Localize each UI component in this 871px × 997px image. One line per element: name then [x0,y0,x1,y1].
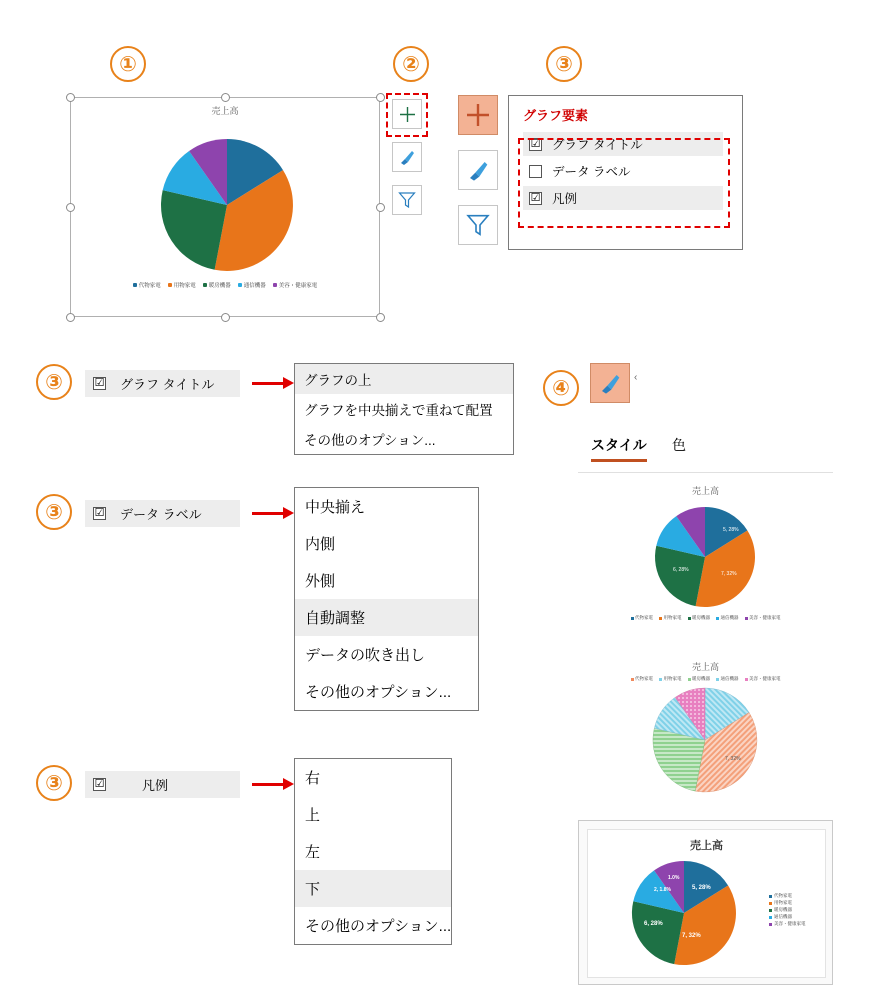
svg-text:5, 28%: 5, 28% [723,527,739,533]
chart-elements-button[interactable] [392,99,422,129]
chart-title: 売上高 [211,106,239,116]
tab-styles[interactable]: スタイル [591,435,647,462]
menu-item[interactable]: 内側 [305,536,336,553]
callout-3-row-a: ③ [36,364,72,400]
svg-text:2, 1.8%: 2, 1.8% [654,887,671,893]
legend-item: 暖房機器 [203,281,231,289]
element-label: グラフ タイトル [552,138,643,152]
chip-label: 凡例 [142,778,169,793]
preview-pie-1 [578,497,833,615]
checkbox-checked[interactable]: ☑ [94,507,105,519]
menu-item[interactable]: 下 [295,870,451,907]
menu-item[interactable]: 中央揃え [305,499,366,516]
chip-data-labels[interactable] [85,500,240,527]
svg-text:5, 28%: 5, 28% [692,885,711,891]
chart-object[interactable] [70,97,380,317]
menu-item[interactable]: データの吹き出し [305,647,426,664]
funnel-icon [466,213,490,237]
chart-elements-button-large[interactable] [458,95,498,135]
resize-handle[interactable] [376,203,385,212]
callout-2: ② [393,46,429,82]
brush-icon [598,371,622,395]
element-label: 凡例 [552,192,578,206]
tab-colors[interactable]: 色 [672,437,686,453]
legend-item: 代物家電 [133,281,161,289]
checkbox-checked[interactable]: ☑ [94,778,105,790]
checkbox-checked[interactable]: ☑ [530,191,541,204]
menu-item[interactable]: その他のオプション... [304,433,436,448]
preview-title: 売上高 [690,840,723,852]
preview-legend-3: 代物家電 用物家電 暖房機器 通信機器 美容・健康家電 [769,893,806,928]
chart-title-menu[interactable] [294,363,514,455]
callout-4: ④ [543,370,579,406]
resize-handle[interactable] [376,93,385,102]
menu-item[interactable]: その他のオプション... [305,684,452,701]
menu-item[interactable]: 左 [305,844,321,861]
panel-items-highlight [518,138,730,228]
chart-styles-button[interactable] [392,142,422,172]
preview-legend-2: 代物家電 用物家電 暖房機器 通信機器 美容・健康家電 [578,676,833,682]
svg-text:7, 32%: 7, 32% [682,933,701,939]
checkbox-checked[interactable]: ☑ [530,137,541,150]
resize-handle[interactable] [221,93,230,102]
callout-3-row-c: ③ [36,765,72,801]
legend-item: 用物家電 [168,281,196,289]
chip-label: グラフ タイトル [120,377,215,392]
chart-filters-button[interactable] [392,185,422,215]
svg-text:6, 28%: 6, 28% [673,567,689,573]
svg-text:7, 32%: 7, 32% [721,571,737,577]
svg-text:7, 32%: 7, 32% [725,756,741,762]
resize-handle[interactable] [221,313,230,322]
preview-title: 売上高 [691,662,719,672]
funnel-icon [398,191,416,209]
svg-text:1.0%: 1.0% [668,875,680,881]
divider [578,472,833,473]
menu-item[interactable]: 外側 [305,573,336,590]
chart-filters-button-large[interactable] [458,205,498,245]
chart-legend [71,281,379,289]
menu-item[interactable]: グラフの上 [295,364,513,394]
chip-legend[interactable] [85,771,240,798]
menu-item[interactable]: 右 [305,770,321,787]
resize-handle[interactable] [66,93,75,102]
pie-chart [71,117,379,277]
legend-item: 美容・健康家電 [273,281,318,289]
panel-title: グラフ要素 [523,108,589,123]
menu-item[interactable]: グラフを中央揃えで重ねて配置 [304,403,493,418]
menu-item[interactable]: 自動調整 [295,599,478,636]
data-labels-menu[interactable] [294,487,479,711]
style-preview-2[interactable] [578,660,833,825]
legend-menu[interactable] [294,758,452,945]
plus-icon [465,102,491,128]
preview-pie-3 [609,855,759,975]
callout-1: ① [110,46,146,82]
svg-text:6, 28%: 6, 28% [644,921,663,927]
resize-handle[interactable] [66,203,75,212]
style-preview-1[interactable] [578,484,833,649]
preview-legend-1: 代物家電 用物家電 暖房機器 通信機器 美容・健康家電 [578,615,833,621]
preview-title: 売上高 [691,486,719,496]
brush-icon [466,158,490,182]
chart-styles-button-large-2[interactable] [590,363,630,403]
brush-icon [398,148,416,166]
legend-item: 通信機器 [238,281,266,289]
checkbox-checked[interactable]: ☑ [94,377,105,389]
chevron-right-icon: ‹ [634,372,638,383]
callout-3: ③ [546,46,582,82]
plus-icon [399,106,416,123]
chip-label: データ ラベル [120,507,202,522]
style-preview-3[interactable] [578,820,833,985]
menu-item[interactable]: その他のオプション... [305,918,452,935]
resize-handle[interactable] [66,313,75,322]
element-label: データ ラベル [552,165,631,179]
menu-item[interactable]: 上 [305,807,321,824]
preview-pie-2 [578,682,833,802]
chart-styles-button-large[interactable] [458,150,498,190]
resize-handle[interactable] [376,313,385,322]
callout-3-row-b: ③ [36,494,72,530]
chip-chart-title[interactable] [85,370,240,397]
